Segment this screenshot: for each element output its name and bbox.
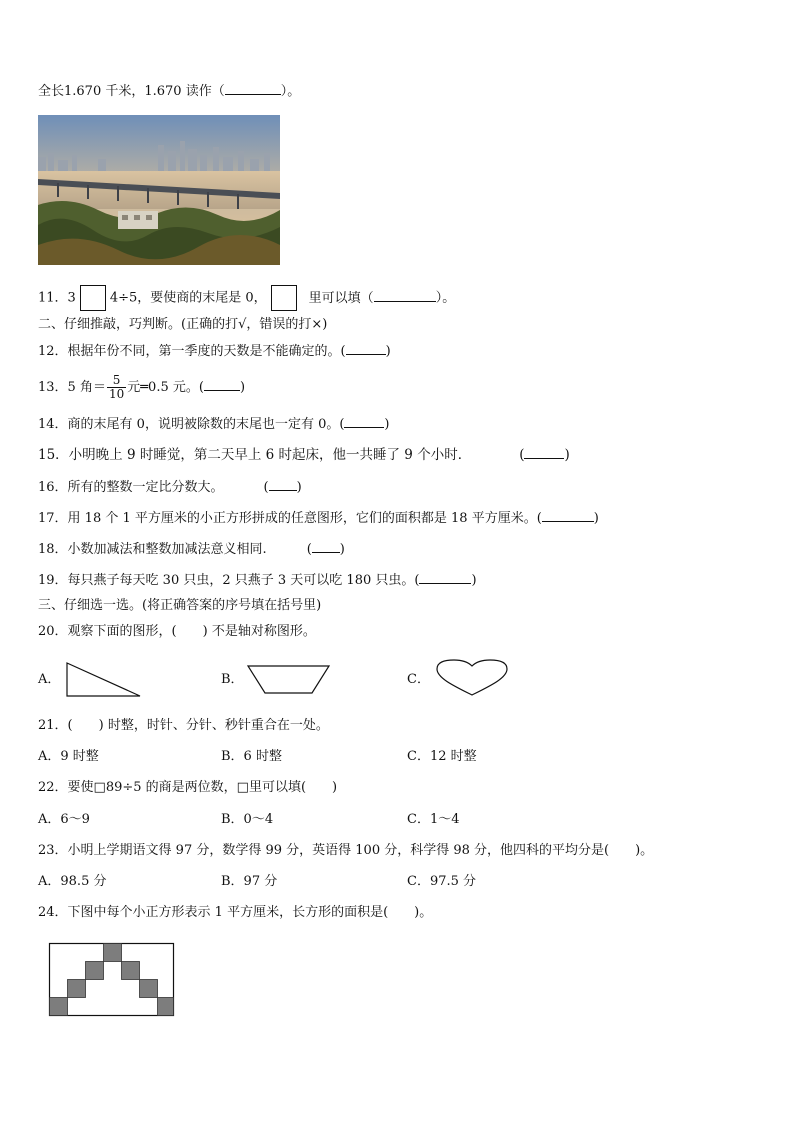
answer-blank[interactable] xyxy=(542,509,594,522)
question-21: 21．( ) 时整，时针、分针、秒针重合在一处。 xyxy=(38,718,329,733)
bridge-photo-image xyxy=(38,115,280,265)
grid-square xyxy=(86,962,104,980)
grid-square xyxy=(50,998,68,1016)
question-23: 23．小明上学期语文得 97 分，数学得 99 分，英语得 100 分，科学得 98 分，他四科的平均分是( )。 xyxy=(38,843,654,858)
answer-blank[interactable] xyxy=(346,342,386,355)
question-13: 13．5 角＝ $\frac{5}{10}$ 元═0.5 元。( ) xyxy=(38,373,246,401)
answer-blank[interactable] xyxy=(225,82,281,95)
answer-blank[interactable] xyxy=(374,289,436,302)
answer-blank[interactable] xyxy=(312,540,340,553)
trapezoid-shape xyxy=(246,664,332,696)
answer-blank[interactable] xyxy=(344,415,384,428)
grid-square xyxy=(122,962,140,980)
question-10-tail: 全长1.670 千米，1.670 读作（ ）。 xyxy=(38,84,301,99)
option-a-label[interactable]: A． xyxy=(38,672,61,687)
option-b-label[interactable]: B． xyxy=(221,672,244,687)
answer-blank[interactable] xyxy=(419,571,471,584)
question-20: 20．观察下面的图形，( ) 不是轴对称图形。 xyxy=(38,624,316,639)
digit-box[interactable] xyxy=(271,285,297,311)
option-c[interactable]: C．97.5 分 xyxy=(407,874,477,889)
option-c[interactable]: C．1～4 xyxy=(407,812,460,827)
bridge-photo xyxy=(38,115,280,265)
option-b[interactable]: B．6 时整 xyxy=(221,749,282,764)
question-19: 19．每只燕子每天吃 30 只虫，2 只燕子 3 天可以吃 180 只虫。( ) xyxy=(38,573,477,588)
answer-blank[interactable] xyxy=(204,378,240,391)
option-b[interactable]: B．0～4 xyxy=(221,812,274,827)
option-a[interactable]: A．98.5 分 xyxy=(38,874,107,889)
question-24: 24．下图中每个小正方形表示 1 平方厘米，长方形的面积是( )。 xyxy=(38,905,433,920)
option-a[interactable]: A．9 时整 xyxy=(38,749,99,764)
heart-shape xyxy=(434,658,510,698)
question-11: 11．3 4÷5，要使商的末尾是 0， 里可以填（ ）。 xyxy=(38,285,455,311)
question-16: 16．所有的整数一定比分数大。 ( ) xyxy=(38,480,302,495)
grid-square xyxy=(104,944,122,962)
staircase-grid-figure xyxy=(48,942,178,1020)
option-a[interactable]: A．6～9 xyxy=(38,812,90,827)
question-17: 17．用 18 个 1 平方厘米的小正方形拼成的任意图形，它们的面积都是 18 平方厘米。( ) xyxy=(38,511,599,526)
grid-square xyxy=(68,980,86,998)
question-14: 14．商的末尾有 0，说明被除数的末尾也一定有 0。( ) xyxy=(38,417,390,432)
question-18: 18．小数加减法和整数加减法意义相同. ( ) xyxy=(38,542,345,557)
grid-square xyxy=(158,998,174,1016)
option-b[interactable]: B．97 分 xyxy=(221,874,278,889)
fraction: $\frac{5}{10}$ xyxy=(108,373,125,401)
question-22: 22．要使□89÷5 的商是两位数，□里可以填( ) xyxy=(38,780,338,795)
question-15: 15．小明晚上 9 时睡觉，第二天早上 6 时起床，他一共睡了 9 个小时． ( ) xyxy=(38,447,570,463)
section-3-heading: 三、仔细选一选。(将正确答案的序号填在括号里) xyxy=(38,598,322,613)
question-12: 12．根据年份不同，第一季度的天数是不能确定的。( ) xyxy=(38,344,391,359)
right-triangle-shape xyxy=(64,660,144,700)
section-2-heading: 二、仔细推敲，巧判断。(正确的打√，错误的打×) xyxy=(38,317,328,332)
option-c[interactable]: C．12 时整 xyxy=(407,749,477,764)
option-c-label[interactable]: C． xyxy=(407,672,430,687)
digit-box[interactable] xyxy=(80,285,106,311)
answer-blank[interactable] xyxy=(524,446,564,459)
answer-blank[interactable] xyxy=(269,478,297,491)
grid-square xyxy=(140,980,158,998)
